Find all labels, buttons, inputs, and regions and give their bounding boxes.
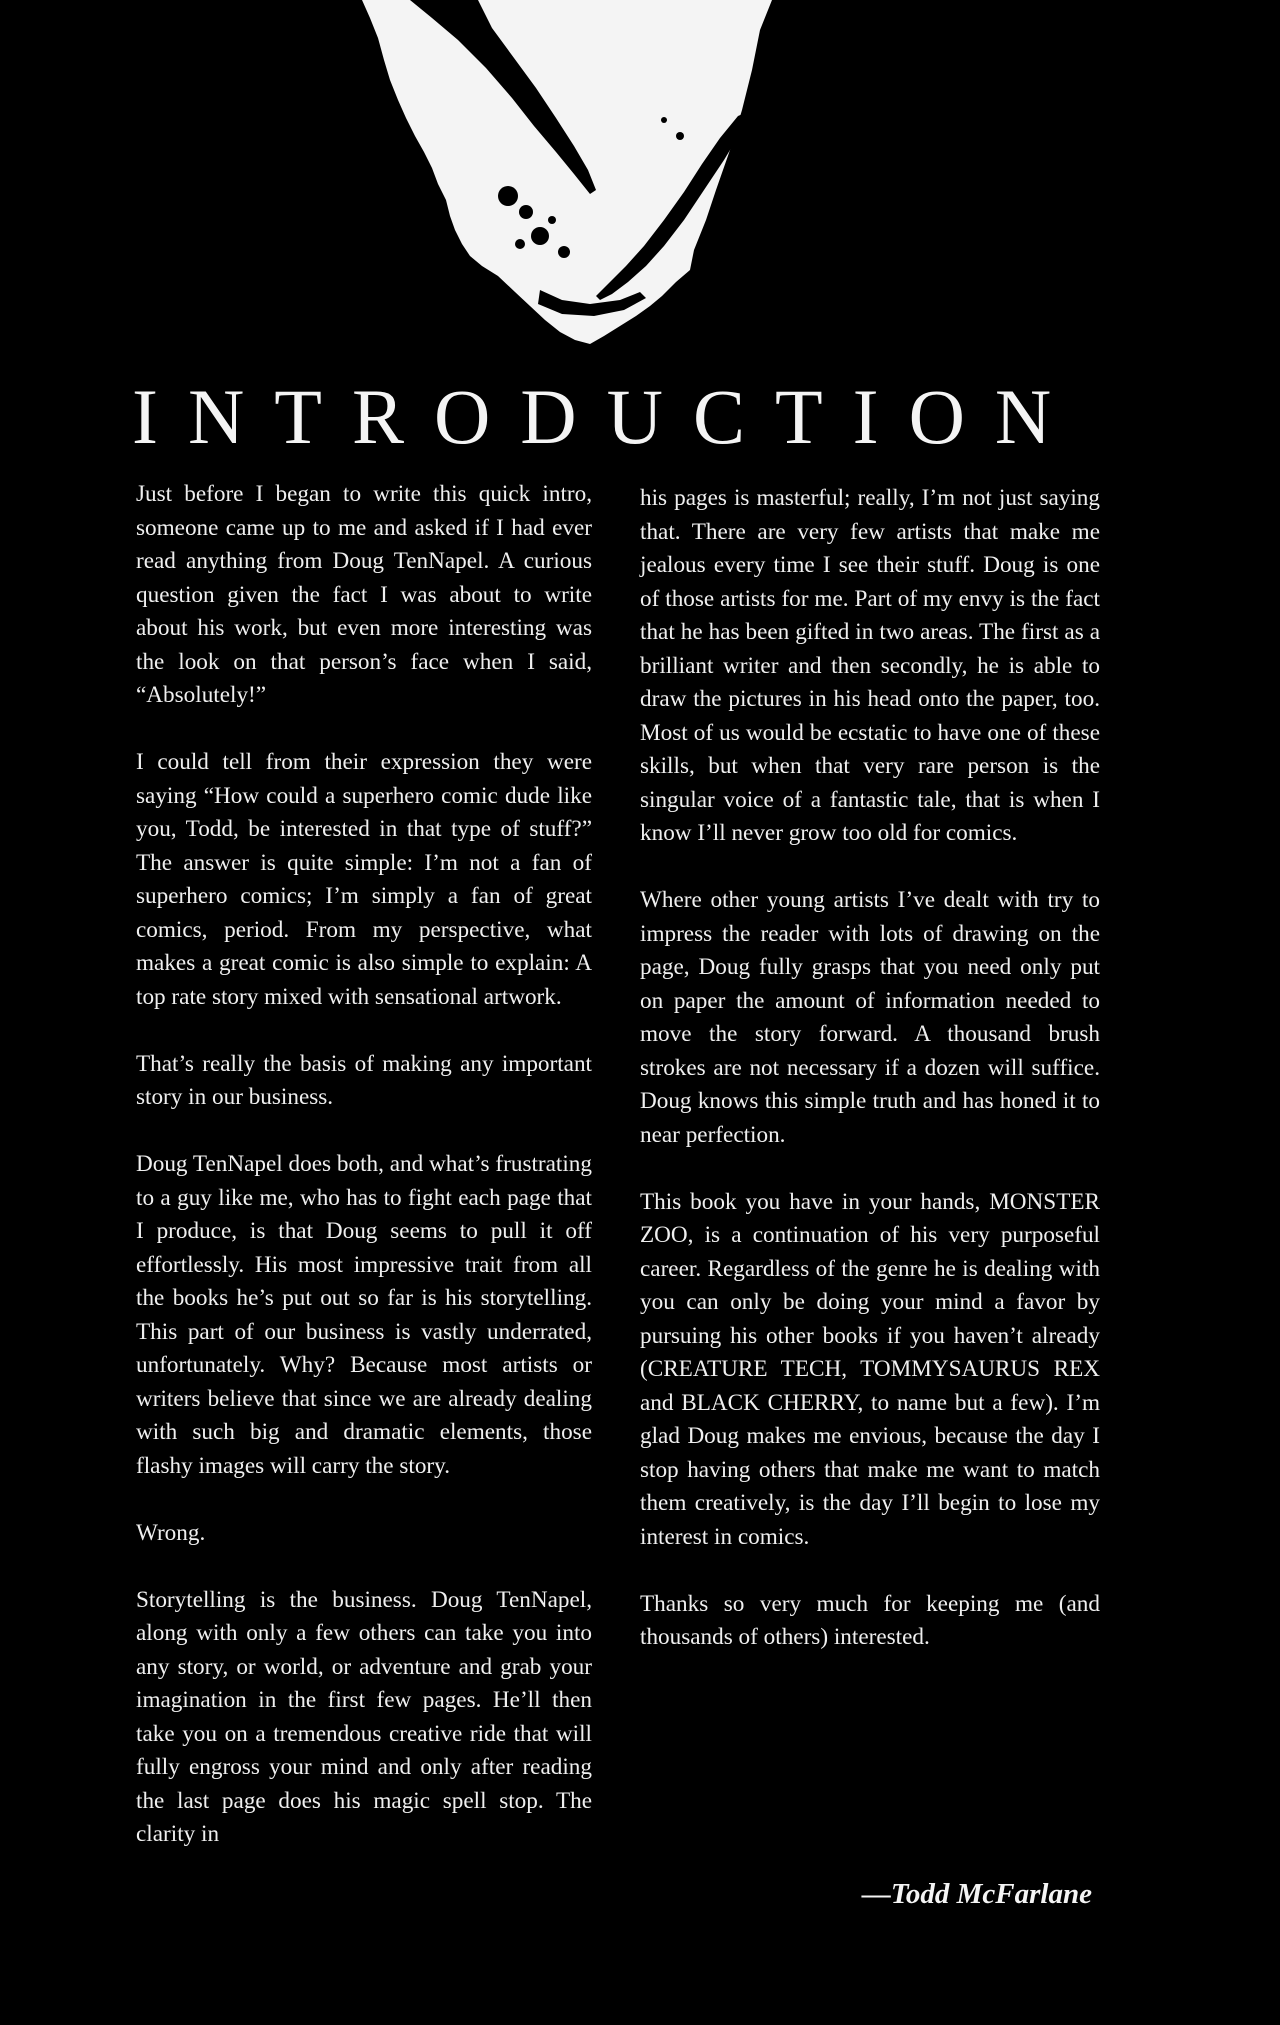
left-column (136, 478, 592, 1885)
ink-splatter (531, 227, 549, 245)
ink-splatter (498, 186, 518, 206)
ink-splatter (515, 239, 525, 249)
author-signature: —Todd McFarlane (861, 1878, 1092, 1910)
paragraph: Wrong. (136, 1519, 206, 1546)
paragraph: This book you have in your hands, MONSTER ZOO, is a continuation of his very purposeful career. Regardless of the genre he is dealing with you can only be doing your mind a favor by pursuing his other books if you haven’t already (CREATURE TECH, TOMMYSAURUS REX and BLACK CHERRY, to name but a few). I’m glad Doug makes me envious, because the day I stop having others that make me want to match them creatively, is the day I’ll begin to lose my interest in comics. (640, 1188, 1100, 1550)
ink-splatter (676, 132, 684, 140)
right-column (640, 482, 1100, 1688)
ink-illustration (0, 0, 1280, 360)
paragraph: his pages is masterful; really, I’m not just saying that. There are very few artists that make me jealous every time I see their stuff. Doug is one of those artists for me. Part of my envy is the fact that he has been gifted in two areas. The first as a brilliant writer and then secondly, he is able to draw the pictures in his head onto the paper, too. Most of us would be ecstatic to have one of these skills, but when that very rare person is the singular voice of a fantastic tale, that is when I know I’ll never grow too old for comics. (640, 485, 1100, 846)
paragraph: I could tell from their expression they were saying “How could a superhero comic dude like you, Todd, be interested in that type of stuff?” The answer is quite simple: I’m not a fan of superhero comics; I’m simply a fan of great comics, period. From my perspective, what makes a great comic is also simple to explain: A top rate story mixed with sensational artwork. (136, 749, 592, 1010)
paragraph: Thanks so very much for keeping me (and thousands of others) interested. (640, 1590, 1100, 1650)
paragraph: Where other young artists I’ve dealt with try to impress the reader with lots of drawing on the page, Doug fully grasps that you need only put on paper the amount of information needed to move the story forward. A thousand brush strokes are not necessary if a dozen will suffice. Doug knows this simple truth and has honed it to near perfection. (640, 887, 1100, 1148)
ink-splatter (519, 205, 533, 219)
ink-splatter (558, 246, 570, 258)
page-title: INTRODUCTION (132, 373, 1082, 460)
ink-splatter (548, 216, 556, 224)
paragraph: Just before I began to write this quick intro, someone came up to me and asked if I had ever read anything from Doug TenNapel. A curious question given the fact I was about to write about his work, but even more interesting was the look on that person’s face when I said, “Absolutely!” (136, 481, 592, 708)
paragraph: Doug TenNapel does both, and what’s frustrating to a guy like me, who has to fight each page that I produce, is that Doug seems to pull it off effortlessly. His most impressive trait from all the books he’s put out so far is his storytelling. This part of our business is vastly underrated, unfortunately. Why? Because most artists or writers believe that since we are already dealing with such big and dramatic elements, those flashy images will carry the story. (136, 1151, 592, 1479)
ink-splatter (661, 117, 667, 123)
paragraph: Storytelling is the business. Doug TenNapel, along with only a few others can take you into any story, or world, or adventure and grab your imagination in the first few pages. He’ll then take you on a tremendous creative ride that will fully engross your mind and only after reading the last page does his magic spell stop. The clarity in (136, 1586, 592, 1847)
paragraph: That’s really the basis of making any important story in our business. (136, 1050, 592, 1110)
